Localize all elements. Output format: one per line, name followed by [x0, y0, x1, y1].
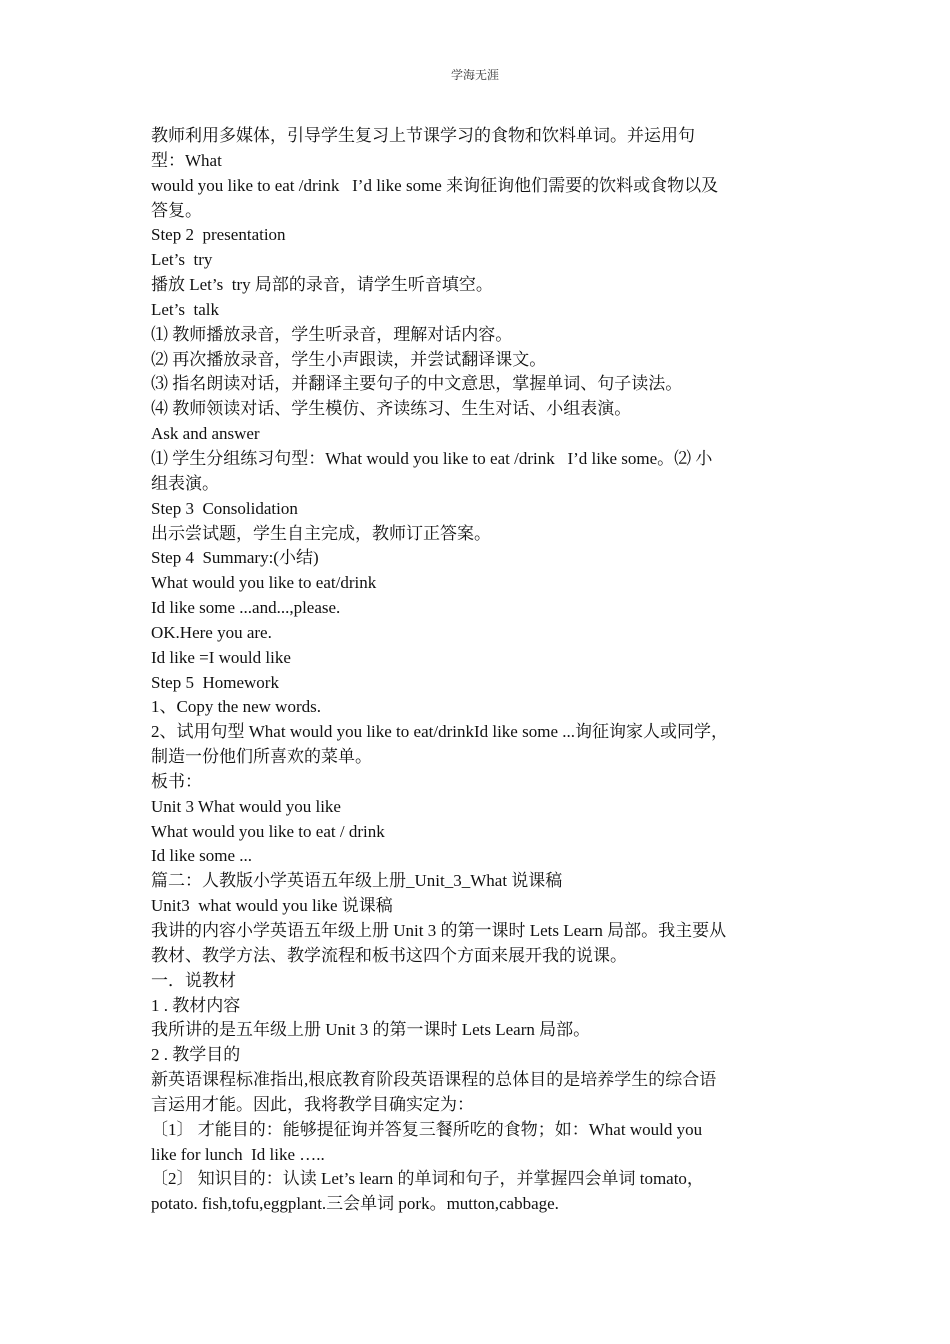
text-line: ⑶ 指名朗读对话，并翻译主要句子的中文意思，掌握单词、句子读法。: [151, 374, 683, 394]
text-line: What would you like to eat / drink: [151, 821, 385, 841]
text-line: ⑴ 教师播放录音，学生听录音，理解对话内容。: [151, 324, 513, 344]
text-line: ⑴ 学生分组练习句型：What would you like to eat /drink I’d like some。⑵ 小: [151, 448, 713, 468]
text-line: 一．说教材: [151, 970, 236, 990]
text-line: Id like some ...and...,please.: [151, 598, 341, 618]
text-line: 教材、教学方法、教学流程和板书这四个方面来展开我的说课。: [151, 945, 627, 965]
text-line: 出示尝试题，学生自主完成，教师订正答案。: [151, 523, 491, 543]
text-line: would you like to eat /drink I’d like some 来询征询他们需要的饮料或食物以及: [151, 175, 719, 195]
text-line: Step 3 Consolidation: [151, 498, 298, 518]
text-line: Step 5 Homework: [151, 672, 279, 692]
text-line: 言运用才能。因此，我将教学目确实定为：: [151, 1094, 474, 1114]
text-line: Step 2 presentation: [151, 225, 286, 245]
document-body: [151, 124, 803, 1217]
text-line: 答复。: [151, 200, 202, 220]
text-line: Ask and answer: [151, 424, 260, 444]
text-line: ⑷ 教师领读对话、学生模仿、齐读练习、生生对话、小组表演。: [151, 399, 632, 419]
text-line: 2 . 教学目的: [151, 1045, 241, 1065]
text-line: 我所讲的是五年级上册 Unit 3 的第一课时 Lets Learn 局部。: [151, 1020, 591, 1040]
text-line: like for lunch Id like …..: [151, 1144, 325, 1164]
text-line: What would you like to eat/drink: [151, 573, 377, 593]
text-line: 板书：: [151, 771, 202, 791]
text-line: Step 4 Summary:(小结): [151, 548, 319, 568]
text-line: Id like =I would like: [151, 647, 291, 667]
text-line: 型：What: [151, 150, 222, 170]
text-line: 播放 Let’s try 局部的录音，请学生听音填空。: [151, 275, 493, 295]
text-line: Unit3 what would you like 说课稿: [151, 896, 393, 916]
text-line: 1 . 教材内容: [151, 995, 241, 1015]
text-line: 我讲的内容小学英语五年级上册 Unit 3 的第一课时 Lets Learn 局部。我主要从: [151, 921, 727, 940]
text-line: 〔2〕 知识目的：认读 Let’s learn 的单词和句子，并掌握四会单词 tomato，: [151, 1169, 704, 1189]
text-line: 1、Copy the new words.: [151, 697, 321, 717]
page-header: 学海无涯: [450, 68, 499, 82]
text-line: 篇二：人教版小学英语五年级上册_Unit_3_What 说课稿: [151, 871, 563, 891]
text-line: 制造一份他们所喜欢的菜单。: [151, 747, 372, 767]
text-line: OK.Here you are.: [151, 622, 272, 642]
text-line: 新英语课程标准指出,根底教育阶段英语课程的总体目的是培养学生的综合语: [151, 1070, 717, 1090]
text-line: potato. fish,tofu,eggplant.三会单词 pork。mutton,cabbage.: [151, 1194, 559, 1214]
text-line: 教师利用多媒体，引导学生复习上节课学习的食物和饮料单词。并运用句: [151, 126, 695, 145]
text-line: 组表演。: [151, 473, 219, 493]
text-line: 2、试用句型 What would you like to eat/drinkId like some ...询征询家人或同学，: [151, 722, 728, 742]
text-line: Unit 3 What would you like: [151, 796, 341, 816]
text-line: 〔1〕 才能目的：能够提征询并答复三餐所吃的食物；如：What would you: [151, 1119, 703, 1139]
text-line: ⑵ 再次播放录音，学生小声跟读，并尝试翻译课文。: [151, 349, 547, 369]
text-line: Id like some ...: [151, 846, 253, 866]
text-line: Let’s try: [151, 250, 213, 270]
text-line: Let’s talk: [151, 299, 219, 319]
